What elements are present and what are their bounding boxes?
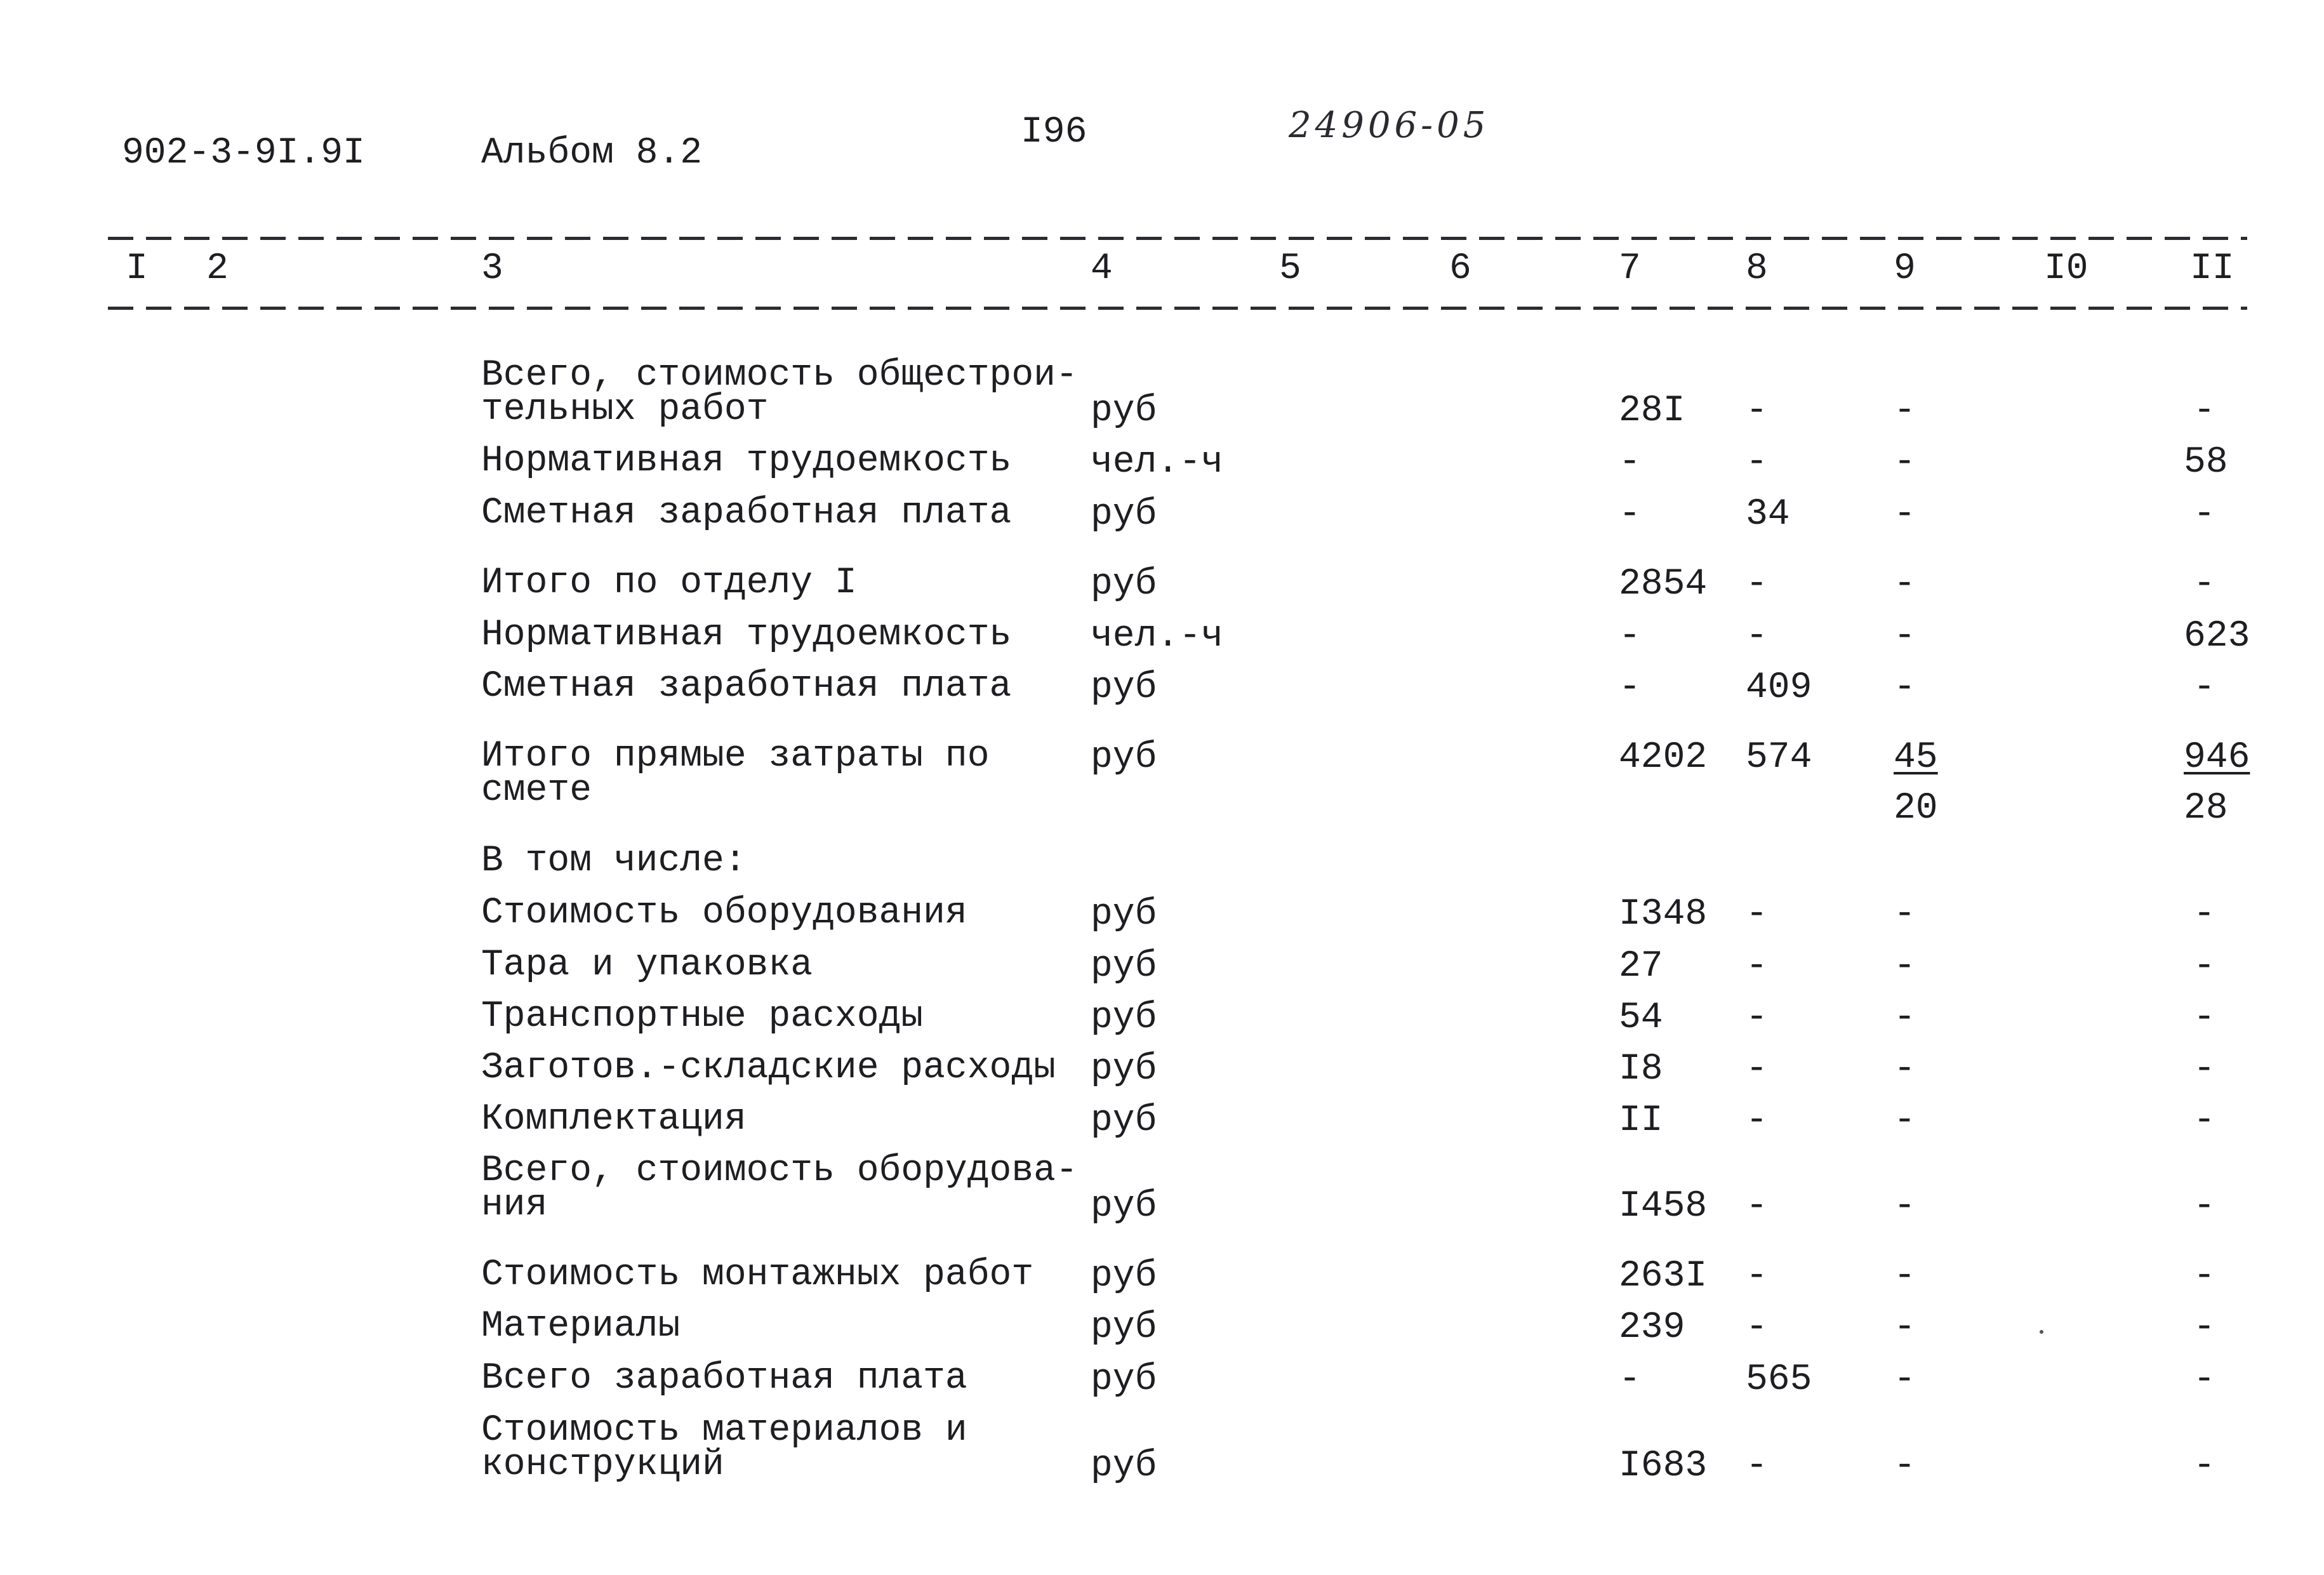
row-unit: руб [1091, 390, 1157, 432]
cell-col9-sub: 20 [1894, 788, 1938, 829]
table-row [0, 615, 2324, 663]
table-row [0, 841, 2324, 889]
cell-col9: - [1894, 564, 1916, 605]
table-row [0, 1099, 2324, 1147]
row-unit: руб [1091, 946, 1157, 987]
row-name-line: Тара и упаковка [481, 945, 813, 986]
row-unit: руб [1091, 737, 1157, 778]
cell-col7: 54 [1619, 997, 1663, 1039]
row-name-line: Нормативная трудоемкость [481, 441, 1012, 482]
cell-col8: - [1746, 1100, 1768, 1141]
row-name-line: тельных работ [481, 389, 769, 430]
cell-col8: - [1746, 442, 1768, 483]
cell-col8: 565 [1746, 1359, 1812, 1400]
column-header-1: I [126, 248, 148, 289]
row-unit: чел.-ч [1091, 442, 1223, 483]
cell-col11: 58 [2184, 442, 2228, 483]
cell-col9: - [1894, 1049, 1916, 1090]
cell-col9: - [1894, 667, 1916, 708]
cell-col11: - [2193, 1256, 2215, 1297]
cell-col11: 946 [2184, 737, 2250, 778]
cell-col7: 239 [1619, 1307, 1685, 1348]
column-header-11: II [2190, 248, 2234, 289]
column-header-4: 4 [1091, 248, 1113, 289]
handwritten-reference-number: 24906-05 [1289, 105, 1490, 146]
header-bottom-rule [108, 307, 2247, 310]
cell-col9: - [1894, 946, 1916, 987]
table-row [0, 355, 2324, 432]
column-header-9: 9 [1894, 248, 1916, 289]
row-unit: чел.-ч [1091, 616, 1223, 657]
row-unit: руб [1091, 494, 1157, 535]
row-name-line: В том числе: [481, 841, 747, 882]
table-row [0, 441, 2324, 489]
cell-col8: - [1746, 1186, 1768, 1227]
row-unit: руб [1091, 1049, 1157, 1090]
cell-col11: - [2193, 946, 2215, 987]
cell-col8: - [1746, 1307, 1768, 1348]
header-top-rule [108, 237, 2247, 240]
row-name-line: Стоимость оборудования [481, 893, 967, 934]
cell-col7: II [1619, 1100, 1663, 1141]
document-code: 902-3-9I.9I [122, 133, 365, 174]
cell-col8: 34 [1746, 494, 1790, 535]
page-number: I96 [1021, 112, 1087, 153]
row-unit: руб [1091, 667, 1157, 708]
row-unit: руб [1091, 997, 1157, 1039]
cell-col9: 45 [1894, 737, 1938, 778]
row-unit: руб [1091, 1445, 1157, 1487]
cell-col7: - [1619, 494, 1641, 535]
cell-col8: - [1746, 1445, 1768, 1487]
column-header-7: 7 [1619, 248, 1641, 289]
column-header-8: 8 [1746, 248, 1768, 289]
table-row [0, 996, 2324, 1044]
row-name-line: Итого по отделу I [481, 562, 857, 604]
cell-col8: - [1746, 1049, 1768, 1090]
row-name-line: Сметная заработная плата [481, 493, 1012, 534]
table-row [0, 1047, 2324, 1096]
cell-col11: - [2193, 1445, 2215, 1487]
row-unit: руб [1091, 894, 1157, 935]
row-name-line: Стоимость монтажных работ [481, 1254, 1034, 1296]
cell-col11: - [2193, 894, 2215, 935]
cell-col9: - [1894, 494, 1916, 535]
row-unit: руб [1091, 1186, 1157, 1227]
cell-col8: - [1746, 1256, 1768, 1297]
cell-col9: - [1894, 1445, 1916, 1487]
scan-speck [2040, 1330, 2043, 1334]
column-header-3: 3 [481, 248, 503, 289]
cell-col7: 4202 [1619, 737, 1708, 778]
column-header-10: I0 [2044, 248, 2088, 289]
row-name-line: Всего заработная плата [481, 1358, 967, 1399]
cell-col8: - [1746, 894, 1768, 935]
cell-col9: - [1894, 1359, 1916, 1400]
cell-col8: - [1746, 946, 1768, 987]
column-header-6: 6 [1449, 248, 1471, 289]
row-name-line: Нормативная трудоемкость [481, 615, 1012, 656]
row-unit: руб [1091, 1100, 1157, 1141]
cell-col8: - [1746, 616, 1768, 657]
cell-col7: - [1619, 442, 1641, 483]
cell-col11: 623 [2184, 616, 2250, 657]
album-label: Альбом 8.2 [481, 133, 703, 174]
cell-col9: - [1894, 894, 1916, 935]
row-name-line: Материалы [481, 1306, 681, 1347]
row-unit: руб [1091, 1359, 1157, 1400]
table-row [0, 1410, 2324, 1496]
cell-col8: - [1746, 390, 1768, 432]
cell-col11: - [2193, 1186, 2215, 1227]
row-unit: руб [1091, 1256, 1157, 1297]
row-name-line: смете [481, 770, 592, 811]
row-name-line: Сметная заработная плата [481, 666, 1012, 707]
cell-col9: - [1894, 1256, 1916, 1297]
row-unit: руб [1091, 564, 1157, 605]
cell-col11: - [2193, 1049, 2215, 1090]
row-name-line: ния [481, 1185, 548, 1226]
cell-col9: - [1894, 390, 1916, 432]
cell-col7: 28I [1619, 390, 1685, 432]
cell-col11: - [2193, 390, 2215, 432]
cell-col11: - [2193, 564, 2215, 605]
cell-col8: 409 [1746, 667, 1812, 708]
table-row [0, 562, 2324, 611]
row-name-line: конструкций [481, 1444, 724, 1485]
row-name-line: Заготов.-складские расходы [481, 1047, 1056, 1089]
row-name-line: Транспортные расходы [481, 996, 924, 1037]
table-row [0, 893, 2324, 941]
cell-col11: - [2193, 1359, 2215, 1400]
cell-col11: - [2193, 667, 2215, 708]
cell-col9: - [1894, 442, 1916, 483]
cell-col7: I683 [1619, 1445, 1708, 1487]
table-row [0, 1306, 2324, 1354]
cell-col9: - [1894, 1100, 1916, 1141]
cell-col9: - [1894, 1186, 1916, 1227]
cell-col11-sub: 28 [2184, 788, 2228, 829]
cell-col8: 574 [1746, 737, 1812, 778]
cell-col9: - [1894, 616, 1916, 657]
table-row [0, 1358, 2324, 1406]
cell-col11: - [2193, 1100, 2215, 1141]
cell-col7: I458 [1619, 1186, 1708, 1227]
table-row [0, 945, 2324, 993]
row-name-line: Всего, стоимость общестрои- [481, 355, 1078, 396]
cell-col8: - [1746, 564, 1768, 605]
cell-col7: 2854 [1619, 564, 1708, 605]
cell-col11: - [2193, 997, 2215, 1039]
cell-col9: - [1894, 1307, 1916, 1348]
cell-col7: - [1619, 1359, 1641, 1400]
cell-col7: I8 [1619, 1049, 1663, 1090]
cell-col11: - [2193, 494, 2215, 535]
column-header-5: 5 [1279, 248, 1301, 289]
cell-col7: - [1619, 667, 1641, 708]
table-row [0, 1150, 2324, 1237]
row-name-line: Комплектация [481, 1099, 747, 1140]
row-unit: руб [1091, 1307, 1157, 1348]
column-header-2: 2 [206, 248, 229, 289]
cell-col7: 263I [1619, 1256, 1708, 1297]
cell-col8: - [1746, 997, 1768, 1039]
table-row [0, 666, 2324, 714]
table-row [0, 493, 2324, 541]
cell-col9: - [1894, 997, 1916, 1039]
row-name-line: Всего, стоимость оборудова- [481, 1150, 1078, 1192]
cell-col7: - [1619, 616, 1641, 657]
row-name-line: Итого прямые затраты по [481, 736, 990, 777]
cell-col7: 27 [1619, 946, 1663, 987]
table-row [0, 736, 2324, 835]
cell-col11: - [2193, 1307, 2215, 1348]
row-name-line: Стоимость материалов и [481, 1410, 967, 1451]
cell-col7: I348 [1619, 894, 1708, 935]
table-row [0, 1254, 2324, 1303]
